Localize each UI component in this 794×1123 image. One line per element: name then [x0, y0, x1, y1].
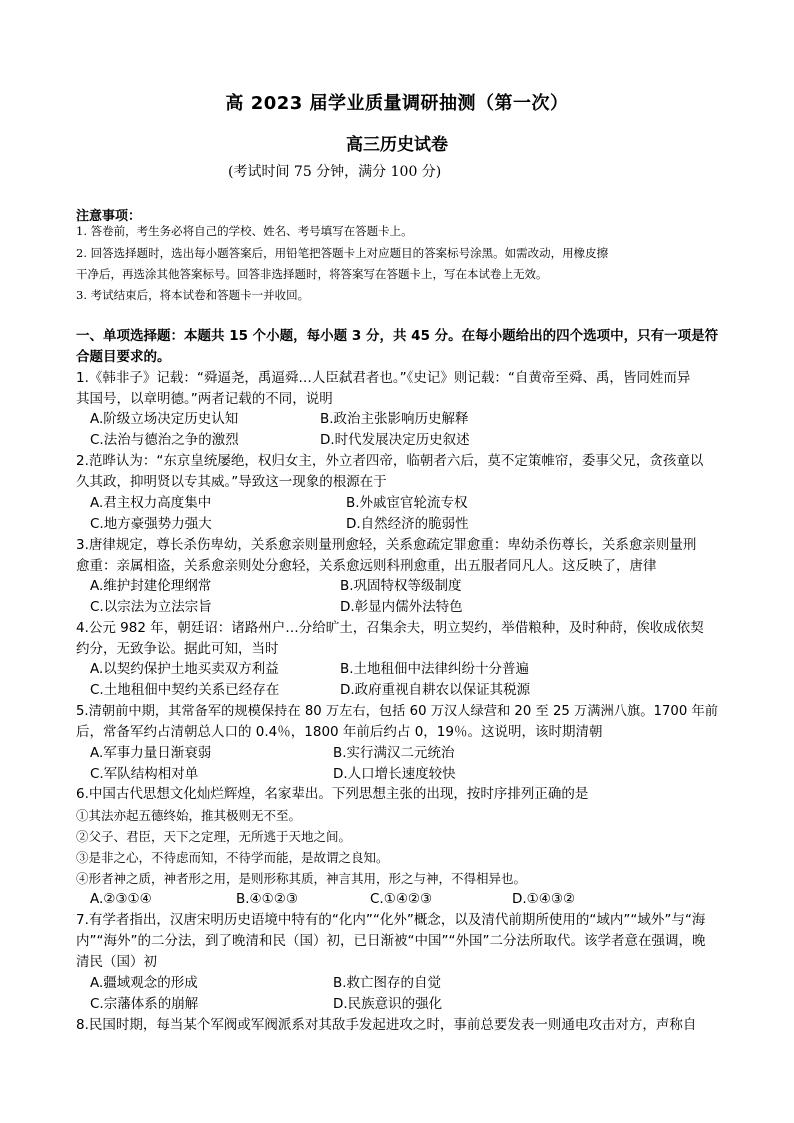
question-2-option-c: C.地方豪强势力强大 [90, 516, 212, 532]
notice-line: 2. 回答选择题时，选出每小题答案后，用铅笔把答题卡上对应题目的答案标号涂黑。如需改动，用橡皮擦 [76, 246, 609, 260]
notice-line: 干净后，再选涂其他答案标号。回答非选择题时，将答案写在答题卡上，写在本试卷上无效。 [76, 267, 548, 281]
question-2-text: 2.范晔认为：“东京皇统屡绝，权归女主，外立者四帝，临朝者六后，莫不定策帷帘，委事父兄，贪孩童以 [76, 453, 704, 469]
question-1-text: 1.《韩非子》记载：“舜逼尧，禹逼舜…人臣弑君者也。”《史记》则记载：“自黄帝至舜、禹，皆同姓而异 [76, 370, 691, 386]
question-5-option-c: C.军队结构相对单 [90, 766, 199, 782]
question-6-item: ③是非之心，不待虑而知，不待学而能，是故谓之良知。 [76, 850, 389, 865]
notice-line: 3. 考试结束后，将本试卷和答题卡一并收回。 [76, 288, 310, 302]
question-6-option-c: C.①④②③ [370, 891, 433, 907]
question-3-option-b: B.巩固特权等级制度 [340, 578, 462, 594]
question-3-option-d: D.彰显内儒外法特色 [340, 599, 463, 615]
question-7-text: 7.有学者指出，汉唐宋明历史语境中特有的“化内”“化外”概念，以及清代前期所使用的“域内”“域外”与“海 [76, 912, 706, 928]
question-6-item: ②父子、君臣，天下之定理，无所逃于天地之间。 [76, 829, 352, 844]
question-3-option-a: A.维护封建伦理纲常 [90, 578, 212, 594]
question-1-option-c: C.法治与德治之争的激烈 [90, 432, 239, 448]
notice-line: 1. 答卷前，考生务必将自己的学校、姓名、考号填写在答题卡上。 [76, 224, 413, 238]
question-3-text: 3.唐律规定，尊长杀伤卑幼，关系愈亲则量刑愈轻，关系愈疏定罪愈重：卑幼杀伤尊长，关系愈亲则量刑 [76, 537, 697, 553]
question-7-option-c: C.宗藩体系的崩解 [90, 996, 199, 1012]
question-2-option-b: B.外戚宦官轮流专权 [346, 495, 468, 511]
question-7-text: 内”“海外”的二分法，到了晚清和民（国）初，已日渐被“中国”“外国”二分法所取代。该学者意在强调，晚 [76, 933, 706, 949]
question-4-option-d: D.政府重视自耕农以保证其税源 [340, 682, 531, 698]
question-4-option-b: B.土地租佃中法律纠纷十分普遍 [340, 661, 530, 677]
question-5-option-d: D.人口增长速度较快 [333, 766, 456, 782]
exam-subtitle: 高三历史试卷 [346, 135, 448, 155]
question-1-text: 其国号，以章明德。”两者记载的不同，说明 [76, 391, 333, 407]
question-6-item: ①其法亦起五德终始，推其极则无不至。 [76, 808, 302, 823]
question-8-text: 8.民国时期，每当某个军阀或军阀派系对其敌手发起进攻之时，事前总要发表一则通电攻击对方，声称自 [76, 1017, 697, 1033]
question-6-item: ④形者神之质，神者形之用，是则形称其质，神言其用，形之与神，不得相异也。 [76, 871, 527, 886]
question-1-option-b: B.政治主张影响历史解释 [320, 411, 469, 427]
exam-title: 高 2023 届学业质量调研抽测（第一次） [225, 93, 569, 114]
question-6-option-d: D.①④③② [512, 891, 576, 907]
question-5-text: 后，常备军约占清朝总人口的 0.4％，1800 年前后约占 0，19％。这说明，该时期清朝 [76, 724, 603, 740]
question-5-option-b: B.实行满汉二元统治 [333, 745, 455, 761]
question-3-option-c: C.以宗法为立法宗旨 [90, 599, 212, 615]
question-4-option-c: C.土地租佃中契约关系已经存在 [90, 682, 280, 698]
question-6-option-b: B.④①②③ [236, 891, 298, 907]
question-2-option-a: A.君主权力高度集中 [90, 495, 212, 511]
question-7-option-b: B.救亡图存的自觉 [333, 975, 442, 991]
question-6-text: 6.中国古代思想文化灿烂辉煌，名家辈出。下列思想主张的出现，按时序排列正确的是 [76, 786, 589, 802]
question-1-option-d: D.时代发展决定历史叙述 [320, 432, 470, 448]
section-heading: 一、单项选择题：本题共 15 个小题，每小题 3 分，共 45 分。在每小题给出的四个选项中，只有一项是符 [76, 328, 719, 344]
question-7-text: 清民（国）初 [76, 954, 157, 970]
question-5-option-a: A.军事力量日渐衰弱 [90, 745, 212, 761]
question-4-text: 4.公元 982 年，朝廷诏：诸路州户…分给旷土，召集余夫，明立契约，举借粮种，及时种莳，俟收成依契 [76, 620, 704, 636]
notice-heading: 注意事项： [76, 209, 142, 224]
question-3-text: 愈重：亲属相盗，关系愈亲则处分愈轻，关系愈远则科刑愈重，出五服者同凡人。这反映了，唐律 [76, 558, 657, 574]
question-7-option-a: A.疆域观念的形成 [90, 975, 198, 991]
question-2-text: 久其政，抑明贤以专其威。”导致这一现象的根源在于 [76, 474, 387, 490]
question-4-option-a: A.以契约保护土地买卖双方利益 [90, 661, 279, 677]
question-7-option-d: D.民族意识的强化 [333, 996, 443, 1012]
question-5-text: 5.清朝前中期，其常备军的规模保持在 80 万左右，包括 60 万汉人绿营和 20 至 25 万满洲八旗。1700 年前 [76, 704, 718, 719]
question-6-option-a: A.②③①④ [90, 891, 152, 907]
exam-time-info: (考试时间 75 分钟，满分 100 分) [228, 164, 442, 180]
question-4-text: 约分，无致争讼。据此可知，当时 [76, 641, 279, 657]
question-1-option-a: A.阶级立场决定历史认知 [90, 411, 239, 427]
question-2-option-d: D.自然经济的脆弱性 [346, 516, 469, 532]
section-heading: 合题目要求的。 [76, 349, 171, 365]
